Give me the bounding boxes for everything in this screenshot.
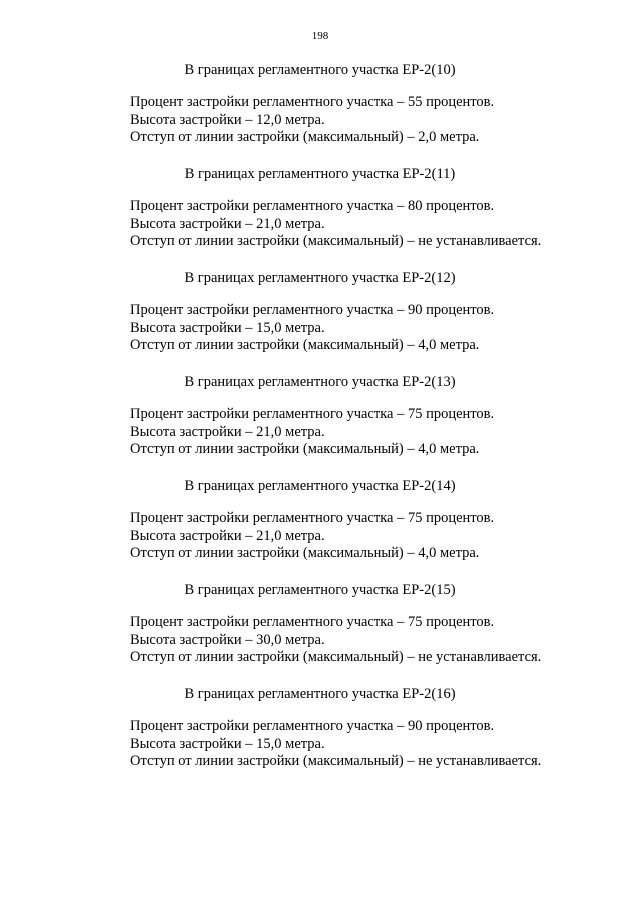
building-percentage-line: Процент застройки регламентного участка – 75 процентов.: [130, 614, 495, 630]
section-heading: В границах регламентного участка ЕР-2(11): [184, 166, 456, 182]
document-body: [130, 60, 590, 788]
section-lines: [130, 614, 590, 667]
page-number: 198: [311, 30, 329, 42]
section-heading: В границах регламентного участка ЕР-2(15): [184, 582, 456, 598]
section-ep-2-15: [130, 580, 590, 684]
section-lines: [130, 718, 590, 771]
setback-line: Отступ от линии застройки (максимальный) – 4,0 метра.: [130, 337, 480, 353]
building-height-line: Высота застройки – 30,0 метра.: [130, 631, 325, 648]
building-height-line: Высота застройки – 21,0 метра.: [130, 215, 325, 232]
building-percentage-line: Процент застройки регламентного участка – 90 процентов.: [130, 302, 495, 318]
building-height-line: Высота застройки – 12,0 метра.: [130, 111, 325, 128]
section-ep-2-13: [130, 372, 590, 476]
section-lines: [130, 302, 590, 355]
section-ep-2-16: [130, 684, 590, 788]
building-percentage-line: Процент застройки регламентного участка – 75 процентов.: [130, 510, 495, 526]
building-percentage-line: Процент застройки регламентного участка – 90 процентов.: [130, 718, 495, 734]
setback-line: Отступ от линии застройки (максимальный) – 2,0 метра.: [130, 129, 480, 145]
section-heading: В границах регламентного участка ЕР-2(16): [184, 686, 456, 702]
section-lines: [130, 198, 590, 251]
building-percentage-line: Процент застройки регламентного участка – 80 процентов.: [130, 198, 495, 214]
section-lines: [130, 94, 590, 147]
building-height-line: Высота застройки – 21,0 метра.: [130, 527, 325, 544]
section-heading: В границах регламентного участка ЕР-2(13): [184, 374, 456, 390]
section-heading: В границах регламентного участка ЕР-2(14): [184, 478, 456, 494]
section-lines: [130, 406, 590, 459]
setback-line: Отступ от линии застройки (максимальный) – не устанавливается.: [130, 233, 542, 249]
section-ep-2-12: [130, 268, 590, 372]
building-percentage-line: Процент застройки регламентного участка – 75 процентов.: [130, 406, 495, 422]
setback-line: Отступ от линии застройки (максимальный) – не устанавливается.: [130, 649, 542, 665]
section-heading: В границах регламентного участка ЕР-2(10): [184, 62, 456, 78]
building-height-line: Высота застройки – 15,0 метра.: [130, 735, 325, 752]
setback-line: Отступ от линии застройки (максимальный) – не устанавливается.: [130, 753, 542, 769]
setback-line: Отступ от линии застройки (максимальный) – 4,0 метра.: [130, 441, 480, 457]
section-heading: В границах регламентного участка ЕР-2(12): [184, 270, 456, 286]
section-ep-2-14: [130, 476, 590, 580]
section-ep-2-10: [130, 60, 590, 164]
building-height-line: Высота застройки – 21,0 метра.: [130, 423, 325, 440]
building-height-line: Высота застройки – 15,0 метра.: [130, 319, 325, 336]
section-lines: [130, 510, 590, 563]
setback-line: Отступ от линии застройки (максимальный) – 4,0 метра.: [130, 545, 480, 561]
building-percentage-line: Процент застройки регламентного участка – 55 процентов.: [130, 94, 495, 110]
section-ep-2-11: [130, 164, 590, 268]
